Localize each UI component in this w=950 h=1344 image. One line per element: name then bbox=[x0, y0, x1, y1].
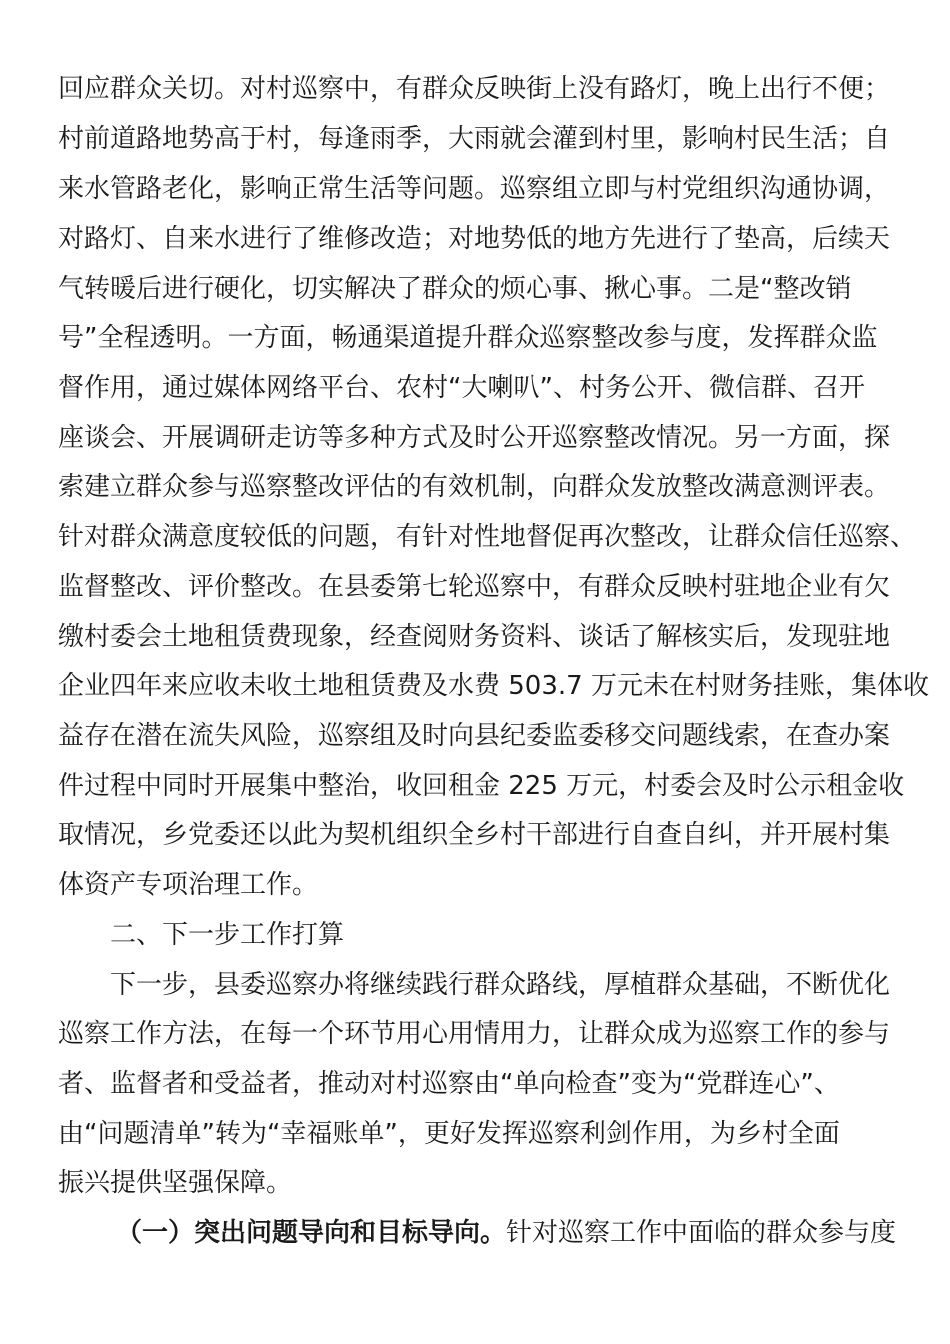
body-line: 回应群众关切。对村巡察中，有群众反映街上没有路灯，晚上出行不便； bbox=[58, 74, 891, 104]
body-line: 座谈会、开展调研走访等多种方式及时公开巡察整改情况。另一方面，探 bbox=[58, 423, 891, 453]
body-line: 巡察工作方法，在每一个环节用心用情用力，让群众成为巡察工作的参与 bbox=[58, 1019, 891, 1049]
body-line: 督作用，通过媒体网络平台、农村“大喇叭”、村务公开、微信群、召开 bbox=[58, 373, 865, 403]
body-line: 针对群众满意度较低的问题，有针对性地督促再次整改，让群众信任巡察、 bbox=[58, 522, 917, 552]
subsection-text: 针对巡察工作中面临的群众参与度 bbox=[506, 1218, 897, 1248]
body-line: 号”全程透明。一方面，畅通渠道提升群众巡察整改参与度，发挥群众监 bbox=[58, 323, 878, 353]
body-line: 者、监督者和受益者，推动对村巡察由“单向检查”变为“党群连心”、 bbox=[58, 1069, 840, 1099]
section-heading: 二、下一步工作打算 bbox=[110, 920, 345, 950]
body-line: 益存在潜在流失风险，巡察组及时向县纪委监委移交问题线索，在查办案 bbox=[58, 721, 891, 751]
body-line: 来水管路老化，影响正常生活等问题。巡察组立即与村党组织沟通协调， bbox=[58, 174, 891, 204]
body-line: 下一步，县委巡察办将继续践行群众路线，厚植群众基础，不断优化 bbox=[110, 970, 891, 1000]
subsection-line bbox=[116, 1218, 896, 1248]
body-line: 对路灯、自来水进行了维修改造；对地势低的地方先进行了垫高，后续天 bbox=[58, 224, 891, 254]
body-line: 监督整改、评价整改。在县委第七轮巡察中，有群众反映村驻地企业有欠 bbox=[58, 572, 891, 602]
body-line: 体资产专项治理工作。 bbox=[58, 870, 319, 900]
body-line: 振兴提供坚强保障。 bbox=[58, 1168, 293, 1198]
body-line: 缴村委会土地租赁费现象，经查阅财务资料、谈话了解核实后，发现驻地 bbox=[58, 622, 891, 652]
body-line: 件过程中同时开展集中整治，收回租金 225 万元，村委会及时公示租金收 bbox=[58, 771, 905, 801]
body-line: 企业四年来应收未收土地租赁费及水费 503.7 万元未在村财务挂账，集体收 bbox=[58, 671, 929, 701]
body-line: 索建立群众参与巡察整改评估的有效机制，向群众发放整改满意测评表。 bbox=[58, 472, 891, 502]
body-line: 由“问题清单”转为“幸福账单”，更好发挥巡察利剑作用，为乡村全面 bbox=[58, 1119, 840, 1149]
body-line: 气转暖后进行硬化，切实解决了群众的烦心事、揪心事。二是“整改销 bbox=[58, 274, 852, 304]
body-line: 取情况，乡党委还以此为契机组织全乡村干部进行自查自纠，并开展村集 bbox=[58, 820, 891, 850]
body-line: 村前道路地势高于村，每逢雨季，大雨就会灌到村里，影响村民生活；自 bbox=[58, 124, 891, 154]
subsection-title: （一）突出问题导向和目标导向。 bbox=[116, 1218, 507, 1248]
